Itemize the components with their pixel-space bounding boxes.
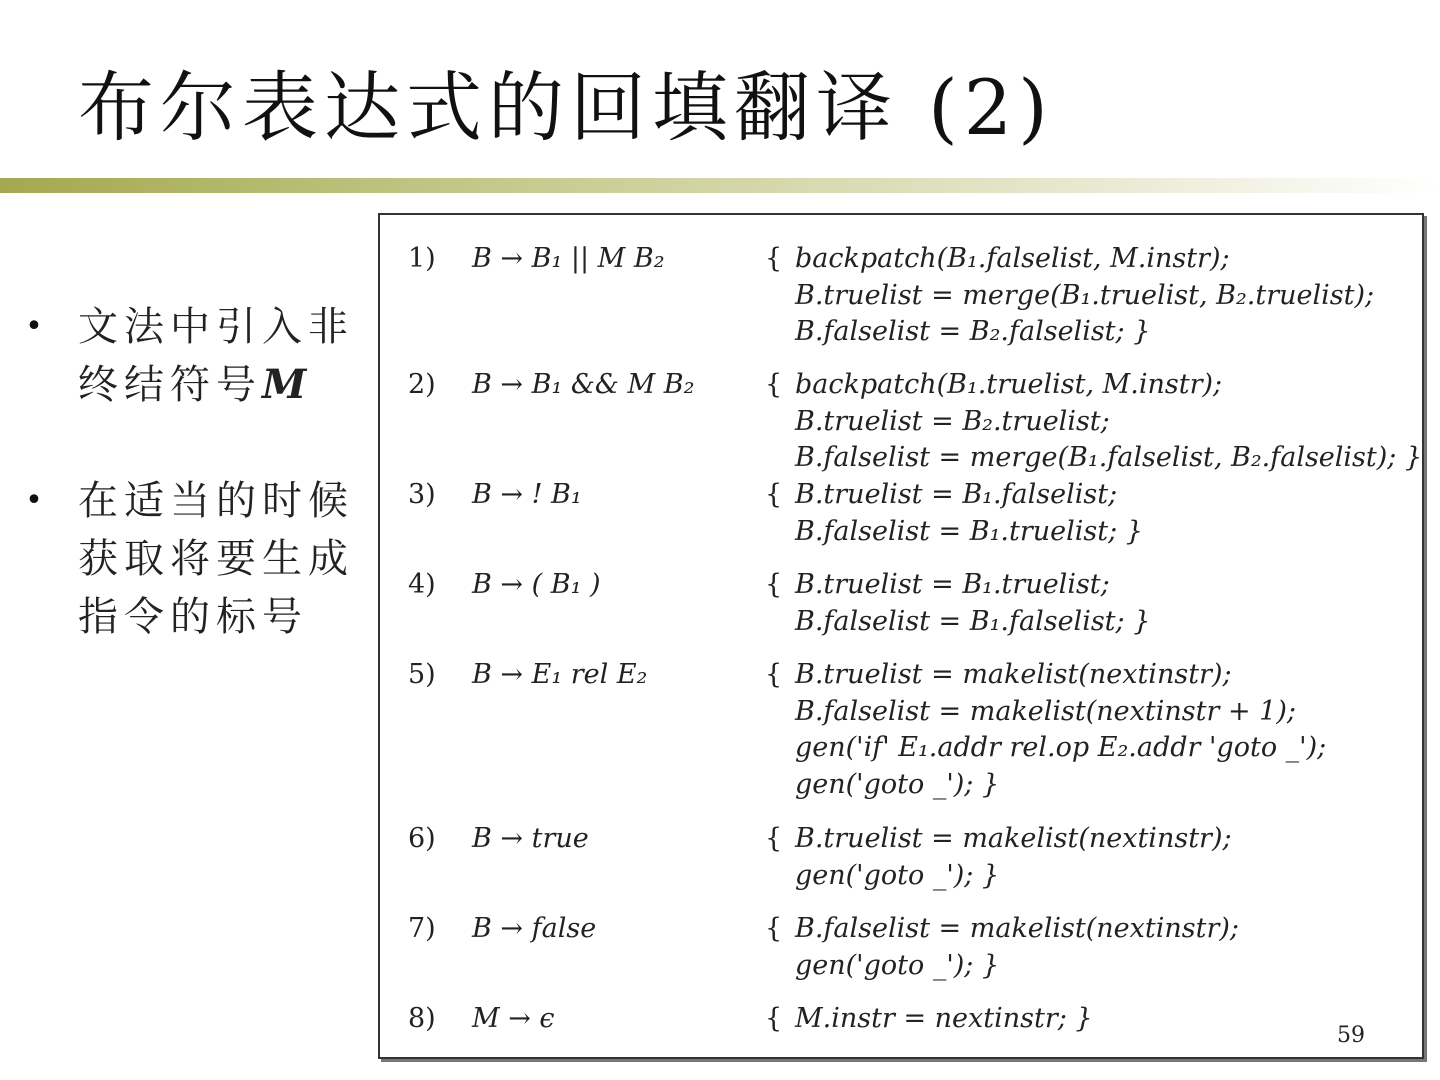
bullet-dot-icon: • <box>25 483 43 518</box>
bullet-emphasis: M <box>262 361 307 408</box>
translation-rules-table <box>378 213 1424 1059</box>
rule-action <box>765 821 1232 894</box>
rule-production: M → ϵ <box>472 1003 555 1034</box>
rule-action <box>765 367 1422 477</box>
rule-production: B → ! B₁ <box>472 479 582 510</box>
action-line: { M.instr = nextinstr; } <box>765 1001 1093 1038</box>
action-line: { B.truelist = B₁.falselist; <box>765 477 1143 514</box>
rule-production: B → false <box>472 913 597 944</box>
action-line: { backpatch(B₁.truelist, M.instr); <box>765 367 1422 404</box>
rule-number: 3) <box>408 479 436 510</box>
action-line: { B.truelist = makelist(nextinstr); <box>765 657 1326 694</box>
rule-action <box>765 477 1143 550</box>
action-line: B.falselist = B₁.falselist; } <box>795 605 1151 637</box>
bullet-item <box>22 472 372 646</box>
slide-title: 布尔表达式的回填翻译 (2) <box>78 63 1054 152</box>
rule-action <box>765 1001 1093 1038</box>
open-brace: { <box>765 823 783 854</box>
action-line: gen('goto _'); } <box>795 859 1000 891</box>
action-line: B.falselist = B₂.falselist; } <box>795 316 1151 347</box>
rule-action <box>765 657 1326 803</box>
action-line: { backpatch(B₁.falselist, M.instr); <box>765 241 1374 278</box>
action-line: gen('goto _'); } <box>795 949 1000 981</box>
open-brace: { <box>765 243 783 274</box>
action-line: B.falselist = merge(B₁.falselist, B₂.falselist); } <box>795 442 1423 473</box>
action-line: { B.falselist = makelist(nextinstr); <box>765 911 1239 948</box>
action-line: { B.truelist = B₁.truelist; <box>765 567 1150 604</box>
open-brace: { <box>765 913 783 944</box>
action-line: B.falselist = makelist(nextinstr + 1); <box>795 695 1296 727</box>
rule-number: 7) <box>408 913 436 944</box>
page-number: 59 <box>1337 1023 1365 1048</box>
action-line: B.falselist = B₁.truelist; } <box>795 515 1143 547</box>
rule-number: 1) <box>408 243 436 274</box>
bullet-item <box>22 298 372 414</box>
rule-production: B → true <box>472 823 589 854</box>
action-line: gen('goto _'); } <box>795 768 1000 800</box>
rule-action <box>765 241 1374 351</box>
action-line: B.truelist = merge(B₁.truelist, B₂.truelist); <box>795 279 1375 311</box>
action-line: gen('if' E₁.addr rel.op E₂.addr 'goto _'); <box>795 732 1327 763</box>
open-brace: { <box>765 659 783 690</box>
action-line: { B.truelist = makelist(nextinstr); <box>765 821 1232 858</box>
bullet-text: 文法中引入非 终结符号M <box>78 304 354 408</box>
open-brace: { <box>765 369 783 400</box>
bullet-dot-icon: • <box>25 309 43 344</box>
open-brace: { <box>765 1003 783 1034</box>
rule-production: B → B₁ && M B₂ <box>472 369 695 400</box>
title-underline-bar <box>0 178 1440 193</box>
bullet-list <box>22 298 372 704</box>
rule-production: B → E₁ rel E₂ <box>472 659 648 690</box>
rule-number: 5) <box>408 659 436 690</box>
rule-production: B → B₁ || M B₂ <box>472 243 665 274</box>
rule-action <box>765 911 1239 984</box>
bullet-text: 在适当的时候 获取将要生成 指令的标号 <box>78 478 354 640</box>
rule-number: 2) <box>408 369 436 400</box>
rule-number: 8) <box>408 1003 436 1034</box>
rule-action <box>765 567 1150 640</box>
rule-number: 4) <box>408 569 436 600</box>
open-brace: { <box>765 479 783 510</box>
open-brace: { <box>765 569 783 600</box>
action-line: B.truelist = B₂.truelist; <box>795 405 1110 437</box>
rule-production: B → ( B₁ ) <box>472 569 601 600</box>
rule-number: 6) <box>408 823 436 854</box>
